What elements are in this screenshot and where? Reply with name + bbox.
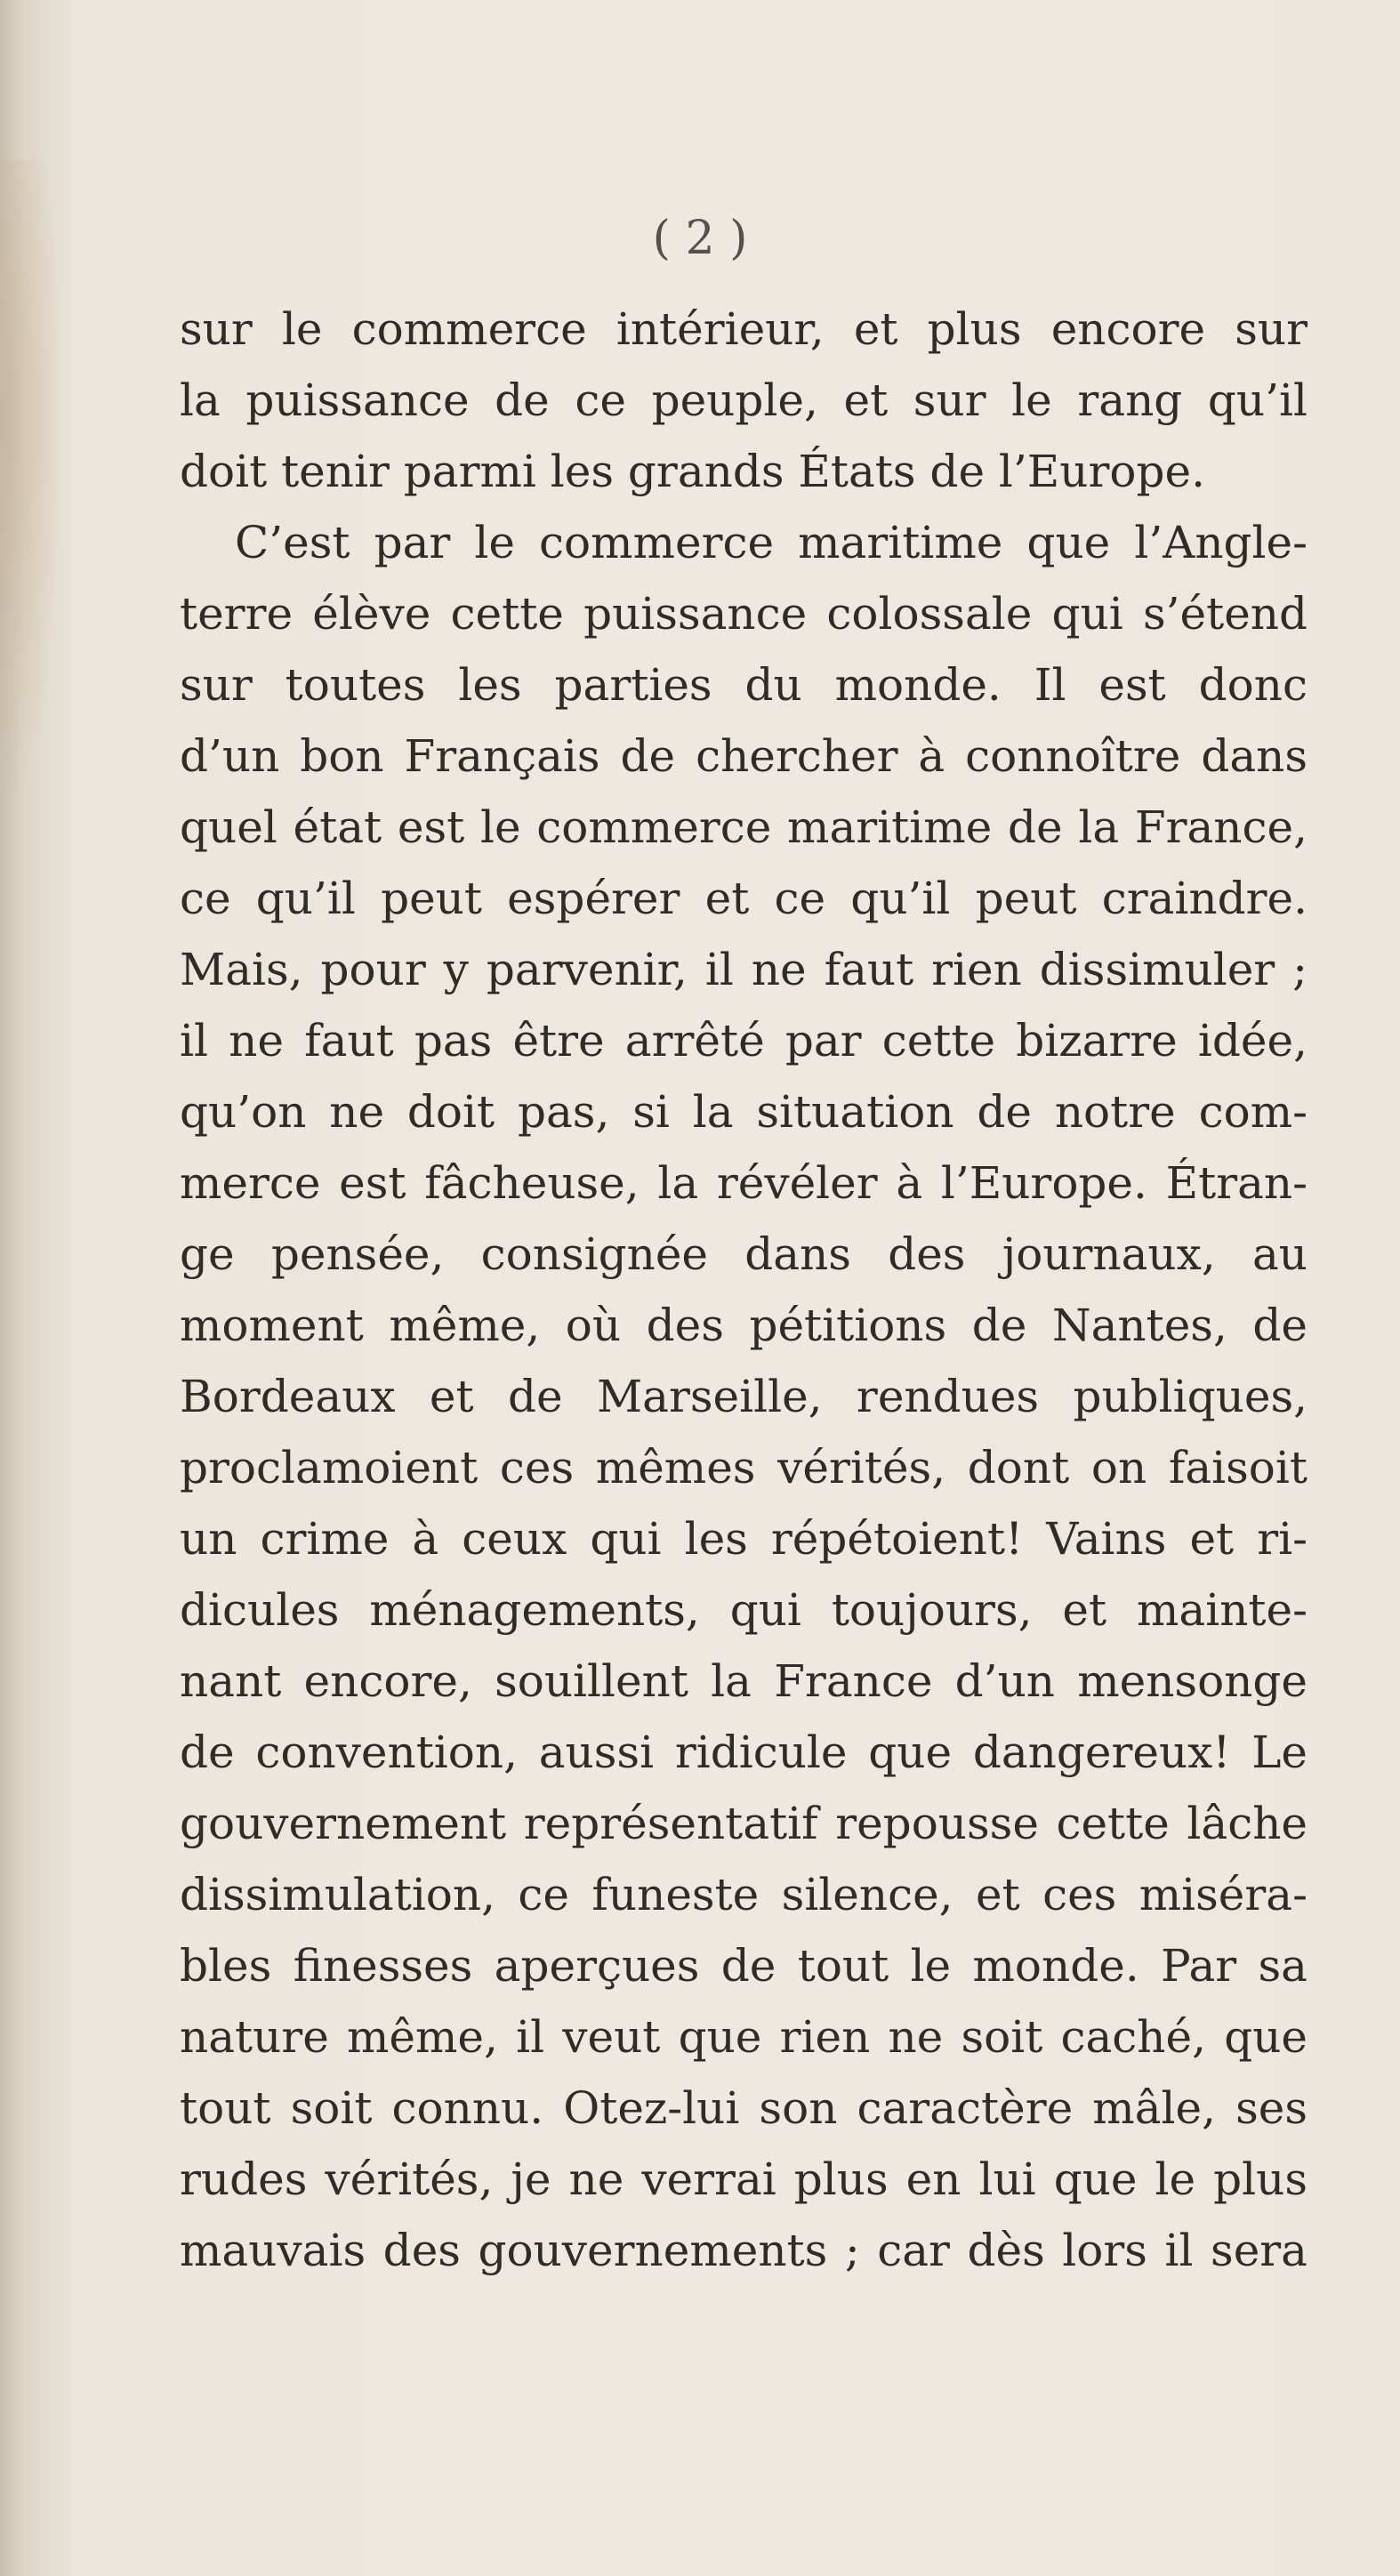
- text-line: ce qu’il peut espérer et ce qu’il peut craindre.: [180, 873, 1307, 924]
- text-line: de convention, aussi ridicule que dangereux! Le: [180, 1727, 1307, 1778]
- text-line: dicules ménagements, qui toujours, et mainte-: [180, 1584, 1307, 1636]
- text-line: ge pensée, consignée dans des journaux, au: [180, 1228, 1307, 1280]
- text-line: merce est fâcheuse, la révéler à l’Europe. Étran-: [180, 1157, 1307, 1209]
- text-line: la puissance de ce peuple, et sur le rang qu’il: [180, 374, 1307, 426]
- text-line: proclamoient ces mêmes vérités, dont on faisoit: [180, 1442, 1307, 1493]
- text-line: gouvernement représentatif repousse cette lâche: [180, 1798, 1307, 1849]
- text-line: mauvais des gouvernements ; car dès lors il sera: [180, 2225, 1307, 2276]
- text-line: il ne faut pas être arrêté par cette bizarre idée,: [180, 1015, 1307, 1067]
- text-line: rudes vérités, je ne verrai plus en lui que le plus: [180, 2153, 1307, 2205]
- text-line: doit tenir parmi les grands États de l’Europe.: [180, 446, 1206, 497]
- body-text: [180, 294, 1307, 2286]
- text-line: d’un bon Français de chercher à connoître dans: [180, 730, 1307, 782]
- text-line: nant encore, souillent la France d’un mensonge: [180, 1655, 1307, 1707]
- text-line: qu’on ne doit pas, si la situation de notre com-: [180, 1086, 1307, 1138]
- text-line: Bordeaux et de Marseille, rendues publiques,: [180, 1371, 1307, 1422]
- text-line: C’est par le commerce maritime que l’Angle-: [235, 517, 1307, 568]
- text-line: bles finesses aperçues de tout le monde. Par sa: [180, 1940, 1307, 1992]
- text-line: nature même, il veut que rien ne soit caché, que: [180, 2011, 1307, 2063]
- text-line: quel état est le commerce maritime de la France,: [180, 801, 1307, 853]
- text-line: moment même, où des pétitions de Nantes, de: [180, 1300, 1307, 1351]
- text-line: Mais, pour y parvenir, il ne faut rien dissimuler ;: [180, 944, 1307, 995]
- page-number: ( 2 ): [652, 212, 748, 265]
- text-line: sur le commerce intérieur, et plus encore sur: [180, 303, 1307, 355]
- text-line: un crime à ceux qui les répétoient! Vains et ri-: [180, 1513, 1307, 1565]
- text-line: sur toutes les parties du monde. Il est donc: [180, 659, 1307, 711]
- text-line: dissimulation, ce funeste silence, et ces miséra-: [180, 1869, 1307, 1920]
- text-line: terre élève cette puissance colossale qui s’étend: [180, 588, 1307, 640]
- text-line: tout soit connu. Otez-lui son caractère mâle, ses: [180, 2082, 1307, 2134]
